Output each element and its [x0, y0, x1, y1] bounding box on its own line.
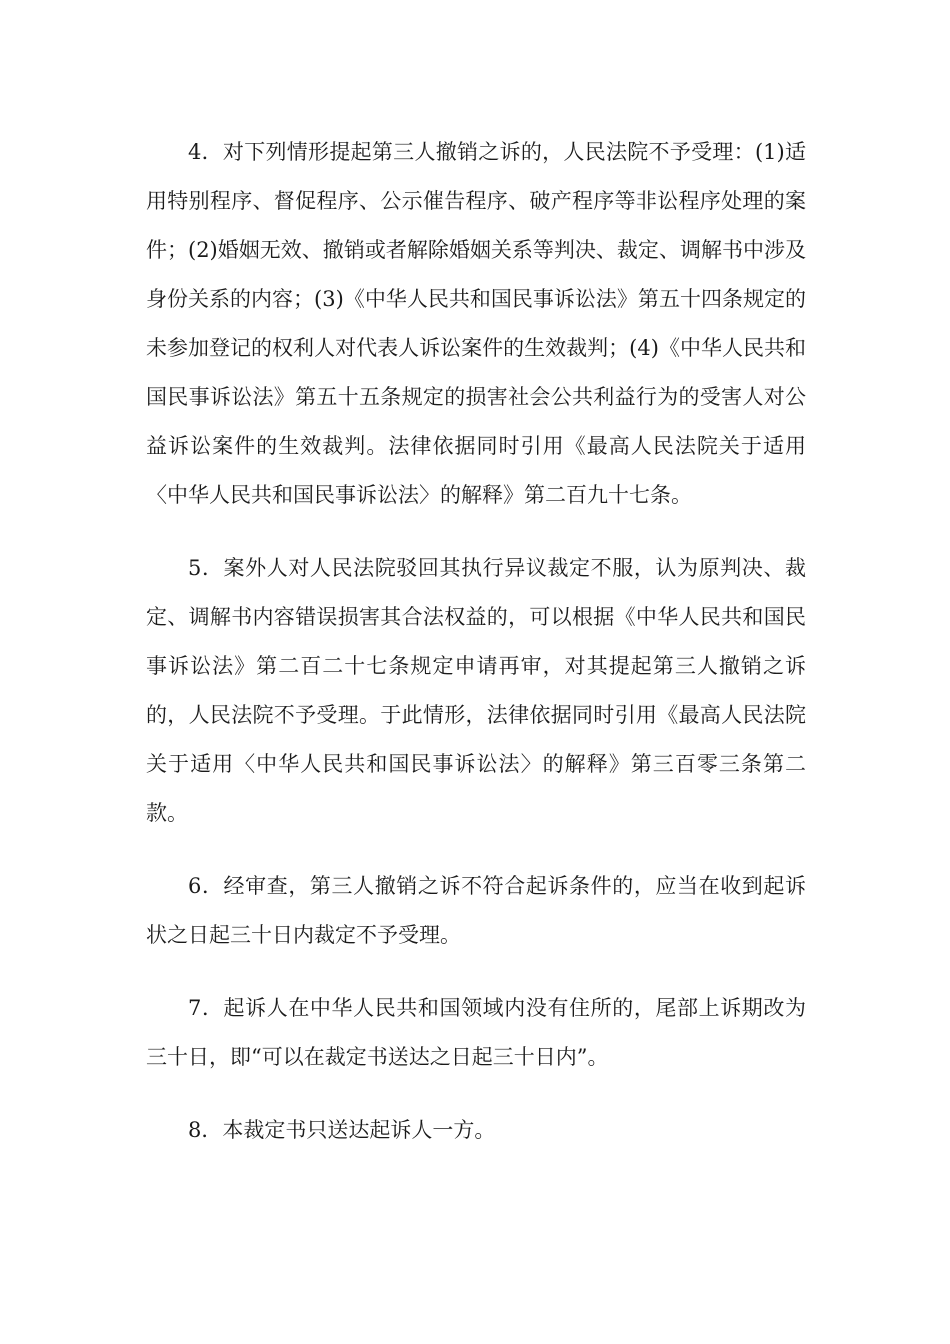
paragraph-gap: [146, 1082, 806, 1106]
paragraph-5: 5．案外人对人民法院驳回其执行异议裁定不服，认为原判决、裁定、调解书内容错误损害其合法权益的，可以根据《中华人民共和国民事诉讼法》第二百二十七条规定申请再审，对其提起第三人撤销之诉的，人民法院不予受理。于此情形，法律依据同时引用《最高人民法院关于适用〈中华人民共和国民事诉讼法〉的解释》第三百零三条第二款。: [146, 556, 806, 825]
paragraph-4: 4．对下列情形提起第三人撤销之诉的，人民法院不予受理：(1)适用特别程序、督促程序、公示催告程序、破产程序等非讼程序处理的案件；(2)婚姻无效、撤销或者解除婚姻关系等判决、裁定、调解书中涉及身份关系的内容；(3)《中华人民共和国民事诉讼法》第五十四条规定的未参加登记的权利人对代表人诉讼案件的生效裁判；(4)《中华人民共和国民事诉讼法》第五十五条规定的损害社会公共利益行为的受害人对公益诉讼案件的生效裁判。法律依据同时引用《最高人民法院关于适用〈中华人民共和国民事诉讼法〉的解释》第二百九十七条。: [146, 140, 806, 507]
paragraph-gap: [146, 520, 806, 544]
paragraph-gap: [146, 960, 806, 984]
paragraph-8: 8．本裁定书只送达起诉人一方。: [188, 1118, 496, 1142]
paragraph-6: 6．经审查，第三人撤销之诉不符合起诉条件的，应当在收到起诉状之日起三十日内裁定不予受理。: [146, 874, 806, 947]
paragraph-7: 7．起诉人在中华人民共和国领域内没有住所的，尾部上诉期改为三十日，即“可以在裁定书送达之日起三十日内”。: [146, 996, 806, 1069]
document-body: [146, 128, 806, 1155]
paragraph-gap: [146, 838, 806, 862]
